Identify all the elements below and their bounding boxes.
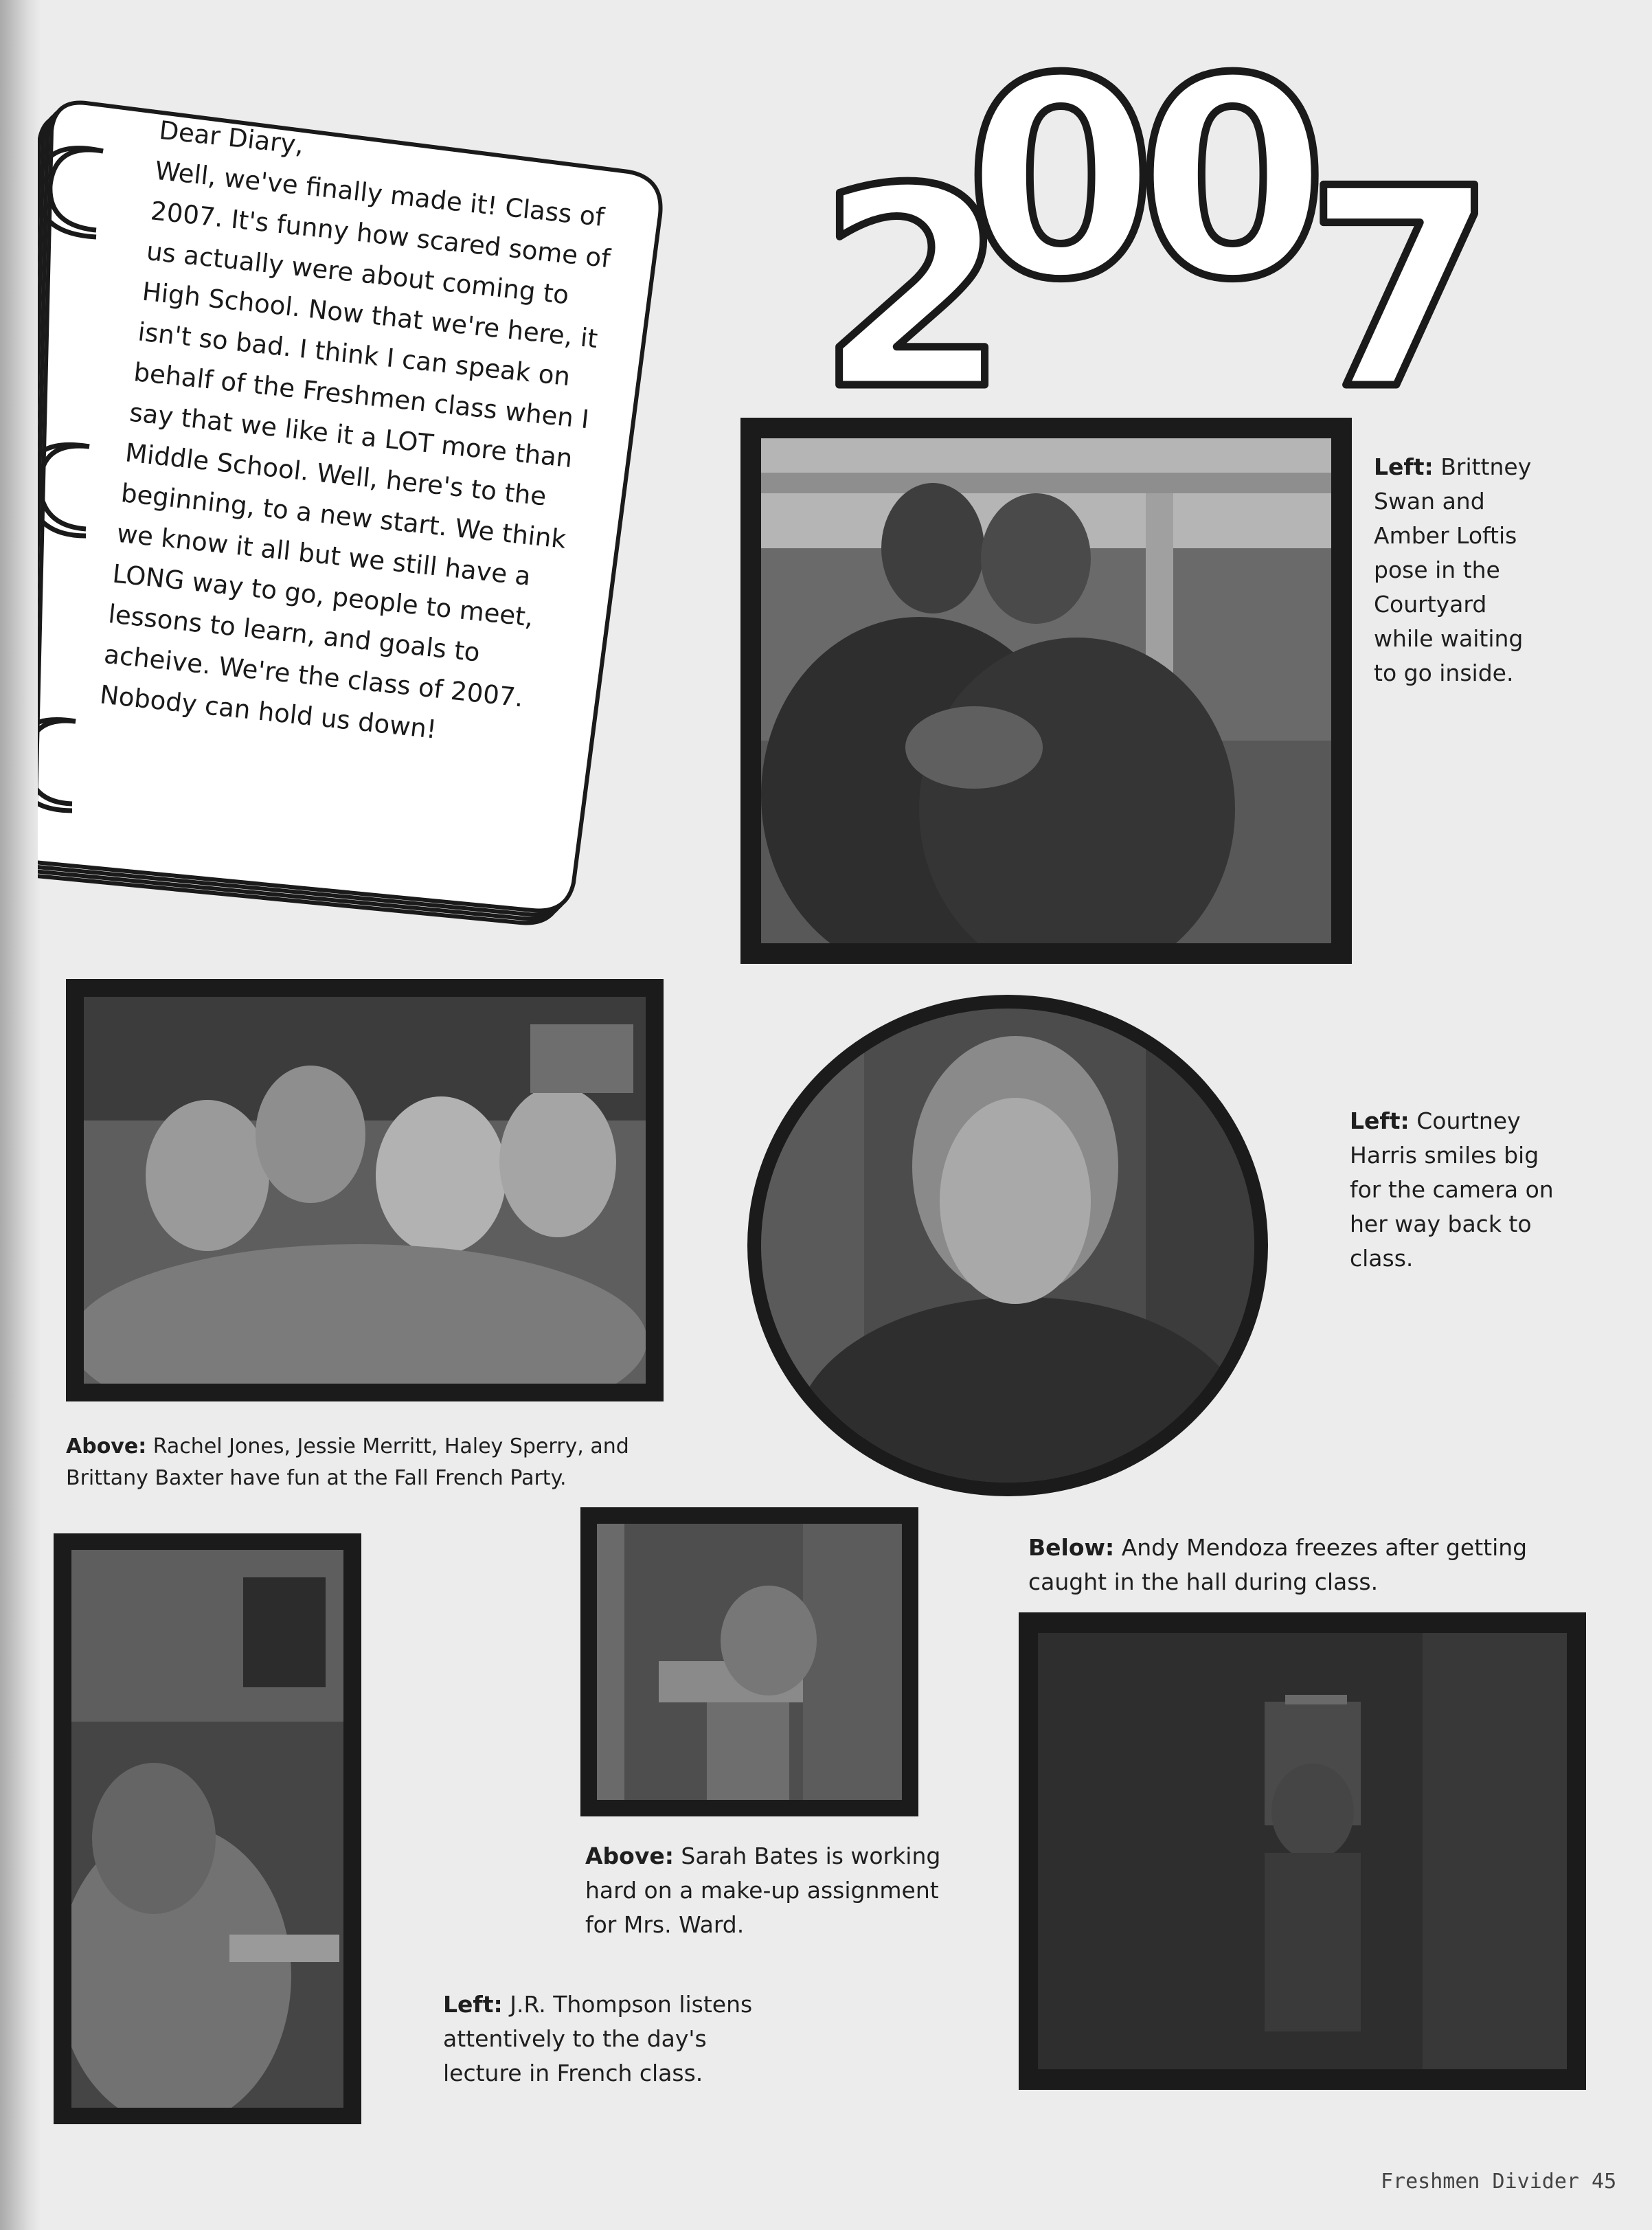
footer-page-number: 45 bbox=[1592, 2170, 1617, 2194]
photo-french-party bbox=[66, 979, 664, 1401]
photo-andy-mendoza bbox=[1019, 1612, 1586, 2090]
title-digit-1: 2 bbox=[817, 131, 1009, 405]
caption-text: J.R. Thompson listens attentively to the day's lecture in French class. bbox=[443, 1991, 753, 2086]
caption-andy-mendoza bbox=[1028, 1531, 1550, 1599]
caption-brittney-amber bbox=[1374, 450, 1552, 690]
photo-image bbox=[597, 1524, 902, 1800]
photo-brittney-amber bbox=[740, 418, 1352, 964]
photo-jr-thompson bbox=[54, 1533, 361, 2124]
footer-section: Freshmen Divider bbox=[1381, 2170, 1579, 2194]
caption-text: Andy Mendoza freezes after getting caught in the hall during class. bbox=[1028, 1534, 1528, 1595]
caption-lead: Above: bbox=[66, 1434, 147, 1458]
caption-lead: Left: bbox=[1374, 453, 1434, 480]
caption-text: Sarah Bates is working hard on a make-up assignment for Mrs. Ward. bbox=[585, 1843, 941, 1938]
photo-image bbox=[761, 438, 1331, 943]
title-digit-4: 7 bbox=[1305, 131, 1497, 405]
page-binding-shadow bbox=[0, 0, 41, 2230]
caption-sarah-bates bbox=[585, 1839, 942, 1942]
photo-image bbox=[1038, 1633, 1567, 2069]
diary-entry bbox=[98, 110, 646, 765]
diary-greeting: Dear Diary, bbox=[157, 115, 306, 160]
caption-lead: Left: bbox=[443, 1991, 503, 2018]
photo-sarah-bates bbox=[580, 1507, 918, 1816]
caption-french-party bbox=[66, 1431, 670, 1494]
caption-courtney bbox=[1350, 1104, 1563, 1276]
caption-lead: Left: bbox=[1350, 1107, 1410, 1134]
photo-courtney bbox=[747, 995, 1268, 1496]
photo-image bbox=[84, 997, 646, 1384]
title-digit-2: 0 bbox=[965, 48, 1157, 340]
photo-image bbox=[71, 1550, 343, 2108]
year-title bbox=[811, 48, 1566, 405]
caption-text: Rachel Jones, Jessie Merritt, Haley Sperry, and Brittany Baxter have fun at the Fall French Party. bbox=[66, 1434, 629, 1490]
page-footer bbox=[1381, 2170, 1616, 2194]
diary-notebook bbox=[38, 62, 690, 934]
caption-lead: Above: bbox=[585, 1843, 674, 1869]
caption-text: Brittney Swan and Amber Loftis pose in the Courtyard while waiting to go inside. bbox=[1374, 453, 1532, 686]
caption-lead: Below: bbox=[1028, 1534, 1115, 1561]
caption-text: Courtney Harris smiles big for the camera on her way back to class. bbox=[1350, 1107, 1554, 1272]
photo-image bbox=[761, 1009, 1254, 1483]
title-digit-3: 0 bbox=[1137, 48, 1328, 340]
caption-jr-thompson bbox=[443, 1987, 766, 2091]
diary-body: Well, we've finally made it! Class of 2007. It's funny how scared some of us actually were about coming to High School. Now that we're here, it isn't so bad. I think I can speak on behalf of the Freshmen class when I say that we like it a LOT more than Middle School. Well, here's to the beginning, to a new start. We think we know it all but we still have a LONG way to go, people to meet, lessons to learn, and goals to acheive. We're the class of 2007. Nobody can hold us down! bbox=[98, 155, 612, 745]
